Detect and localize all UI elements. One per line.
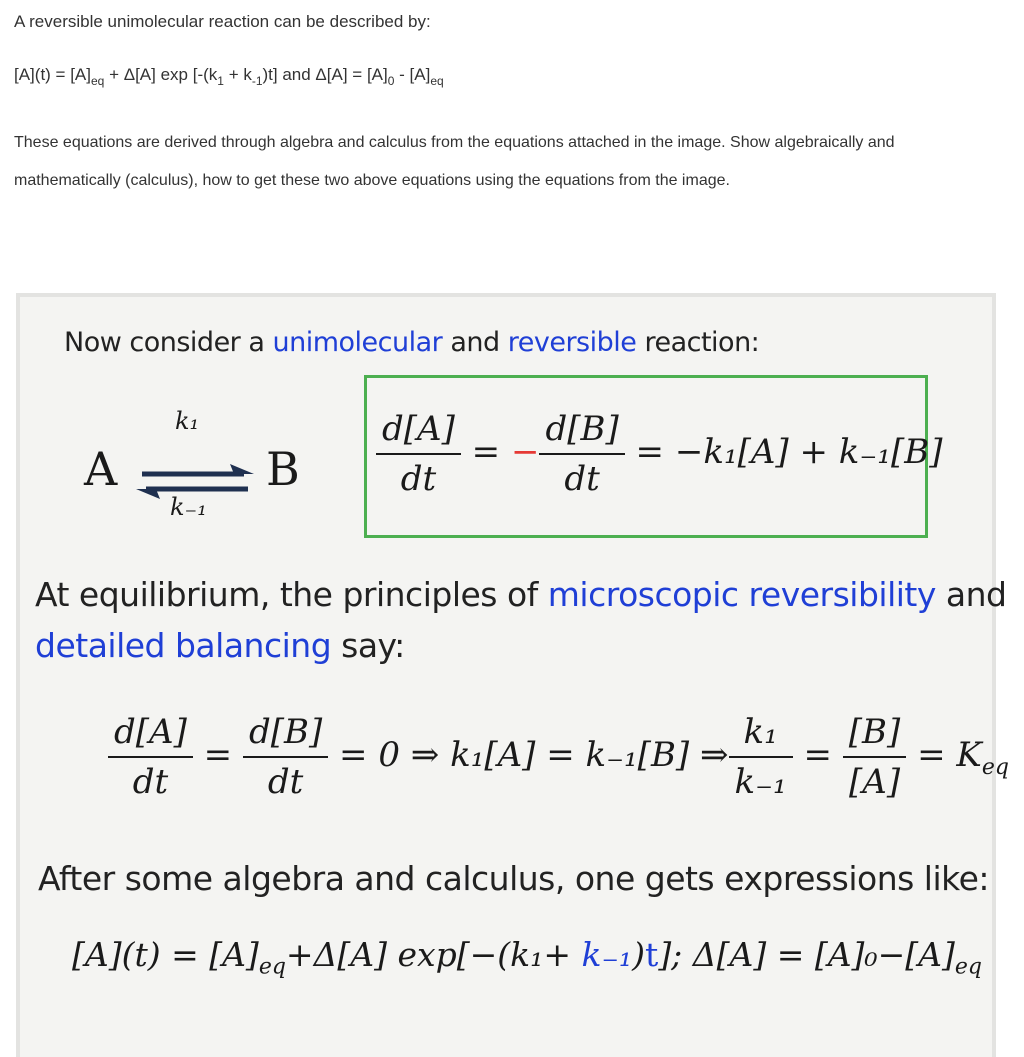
question-line-3: These equations are derived through algebra and calculus from the equations attached in the image. Show algebraically and (14, 134, 895, 151)
final-eq-subscript: eq (258, 954, 286, 980)
fraction (243, 712, 328, 802)
statement-highlight: microscopic reversibility (547, 575, 936, 614)
numerator: d[A] (382, 409, 455, 449)
fraction (843, 712, 907, 802)
eq-part: - [A] (394, 65, 431, 84)
final-eq-part: ]; Δ[A] = [A]₀−[A] (658, 935, 955, 974)
eq-subscript: 0 (387, 74, 395, 88)
after-algebra-text: After some algebra and calculus, one gets expressions like: (38, 859, 989, 898)
equilibrium-statement-line-1 (35, 575, 1006, 614)
fraction-bar (376, 453, 461, 455)
denominator: dt (132, 762, 169, 802)
eq-subscript: eq (91, 74, 105, 88)
statement-text: and (935, 575, 1007, 614)
statement-highlight: detailed balancing (35, 626, 332, 665)
denominator: dt (400, 459, 437, 499)
attached-slide-image (16, 293, 1009, 1057)
equilibrium-condition: = 0 ⇒ k₁[A] = k₋₁[B] ⇒ (328, 735, 729, 775)
denominator: [A] (849, 762, 901, 802)
slide-title-text: and (442, 327, 508, 358)
fraction-bar (243, 756, 328, 758)
final-eq-part: +Δ[A] exp[−( (285, 935, 511, 974)
numerator: d[B] (545, 409, 619, 449)
slide-title (64, 327, 759, 358)
equilibrium-constant: = K (906, 735, 982, 775)
question-equation-line (14, 65, 444, 88)
rate-expression: = −k₁[A] + k₋₁[B] (624, 432, 943, 472)
equilibrium-statement-line-2 (35, 626, 405, 665)
final-eq-k1: k₁ (510, 935, 544, 974)
eq-subscript: -1 (251, 74, 263, 88)
numerator: k₁ (743, 712, 778, 752)
eq-part: + k (223, 65, 252, 84)
eq-part: [A](t) = [A] (14, 65, 91, 84)
eq-subscript: eq (430, 74, 444, 88)
reverse-rate-constant: k₋₁ (170, 493, 207, 521)
final-eq-part: ) (632, 935, 646, 974)
minus-sign: − (510, 432, 540, 472)
final-eq-subscript: eq (954, 954, 982, 980)
numerator: [B] (848, 712, 901, 752)
final-solution-equation (72, 935, 982, 980)
eq-part: )t] and Δ[A] = [A] (262, 65, 388, 84)
slide-title-text: Now consider a (64, 327, 273, 358)
forward-rate-constant: k₁ (175, 407, 200, 435)
rate-equation (376, 409, 942, 499)
denominator: dt (564, 459, 600, 499)
question-line-1: A reversible unimolecular reaction can be described by: (14, 12, 431, 31)
equals-sign: = (460, 432, 511, 472)
fraction-bar (729, 756, 793, 758)
eq-subscript: 1 (217, 74, 224, 88)
eq-part: + Δ[A] exp [-(k (104, 65, 218, 84)
slide-title-text: reaction: (636, 327, 760, 358)
numerator: d[A] (114, 712, 187, 752)
denominator: k₋₁ (734, 762, 787, 802)
final-eq-part: [A](t) = [A] (72, 935, 259, 974)
product-label: B (266, 442, 300, 496)
final-eq-k-minus-1: k₋₁ (581, 935, 633, 974)
equilibrium-equation (108, 712, 1009, 802)
denominator: dt (267, 762, 304, 802)
fraction (108, 712, 193, 802)
equals-sign: = (792, 735, 843, 775)
fraction (729, 712, 793, 802)
fraction-bar (539, 453, 624, 455)
final-eq-plus: + (543, 935, 582, 974)
question-line-4: mathematically (calculus), how to get these two above equations using the equations from the image. (14, 172, 730, 189)
fraction (376, 409, 461, 499)
fraction-bar (108, 756, 193, 758)
k-eq-subscript: eq (981, 754, 1009, 780)
equals-sign: = (192, 735, 243, 775)
statement-text: At equilibrium, the principles of (35, 575, 548, 614)
fraction (539, 409, 624, 499)
reactant-label: A (84, 442, 118, 496)
numerator: d[B] (248, 712, 323, 752)
final-eq-t: t (645, 935, 659, 974)
statement-text: say: (331, 626, 405, 665)
slide-title-highlight: reversible (507, 327, 637, 358)
slide-title-highlight: unimolecular (272, 327, 443, 358)
fraction-bar (843, 756, 907, 758)
